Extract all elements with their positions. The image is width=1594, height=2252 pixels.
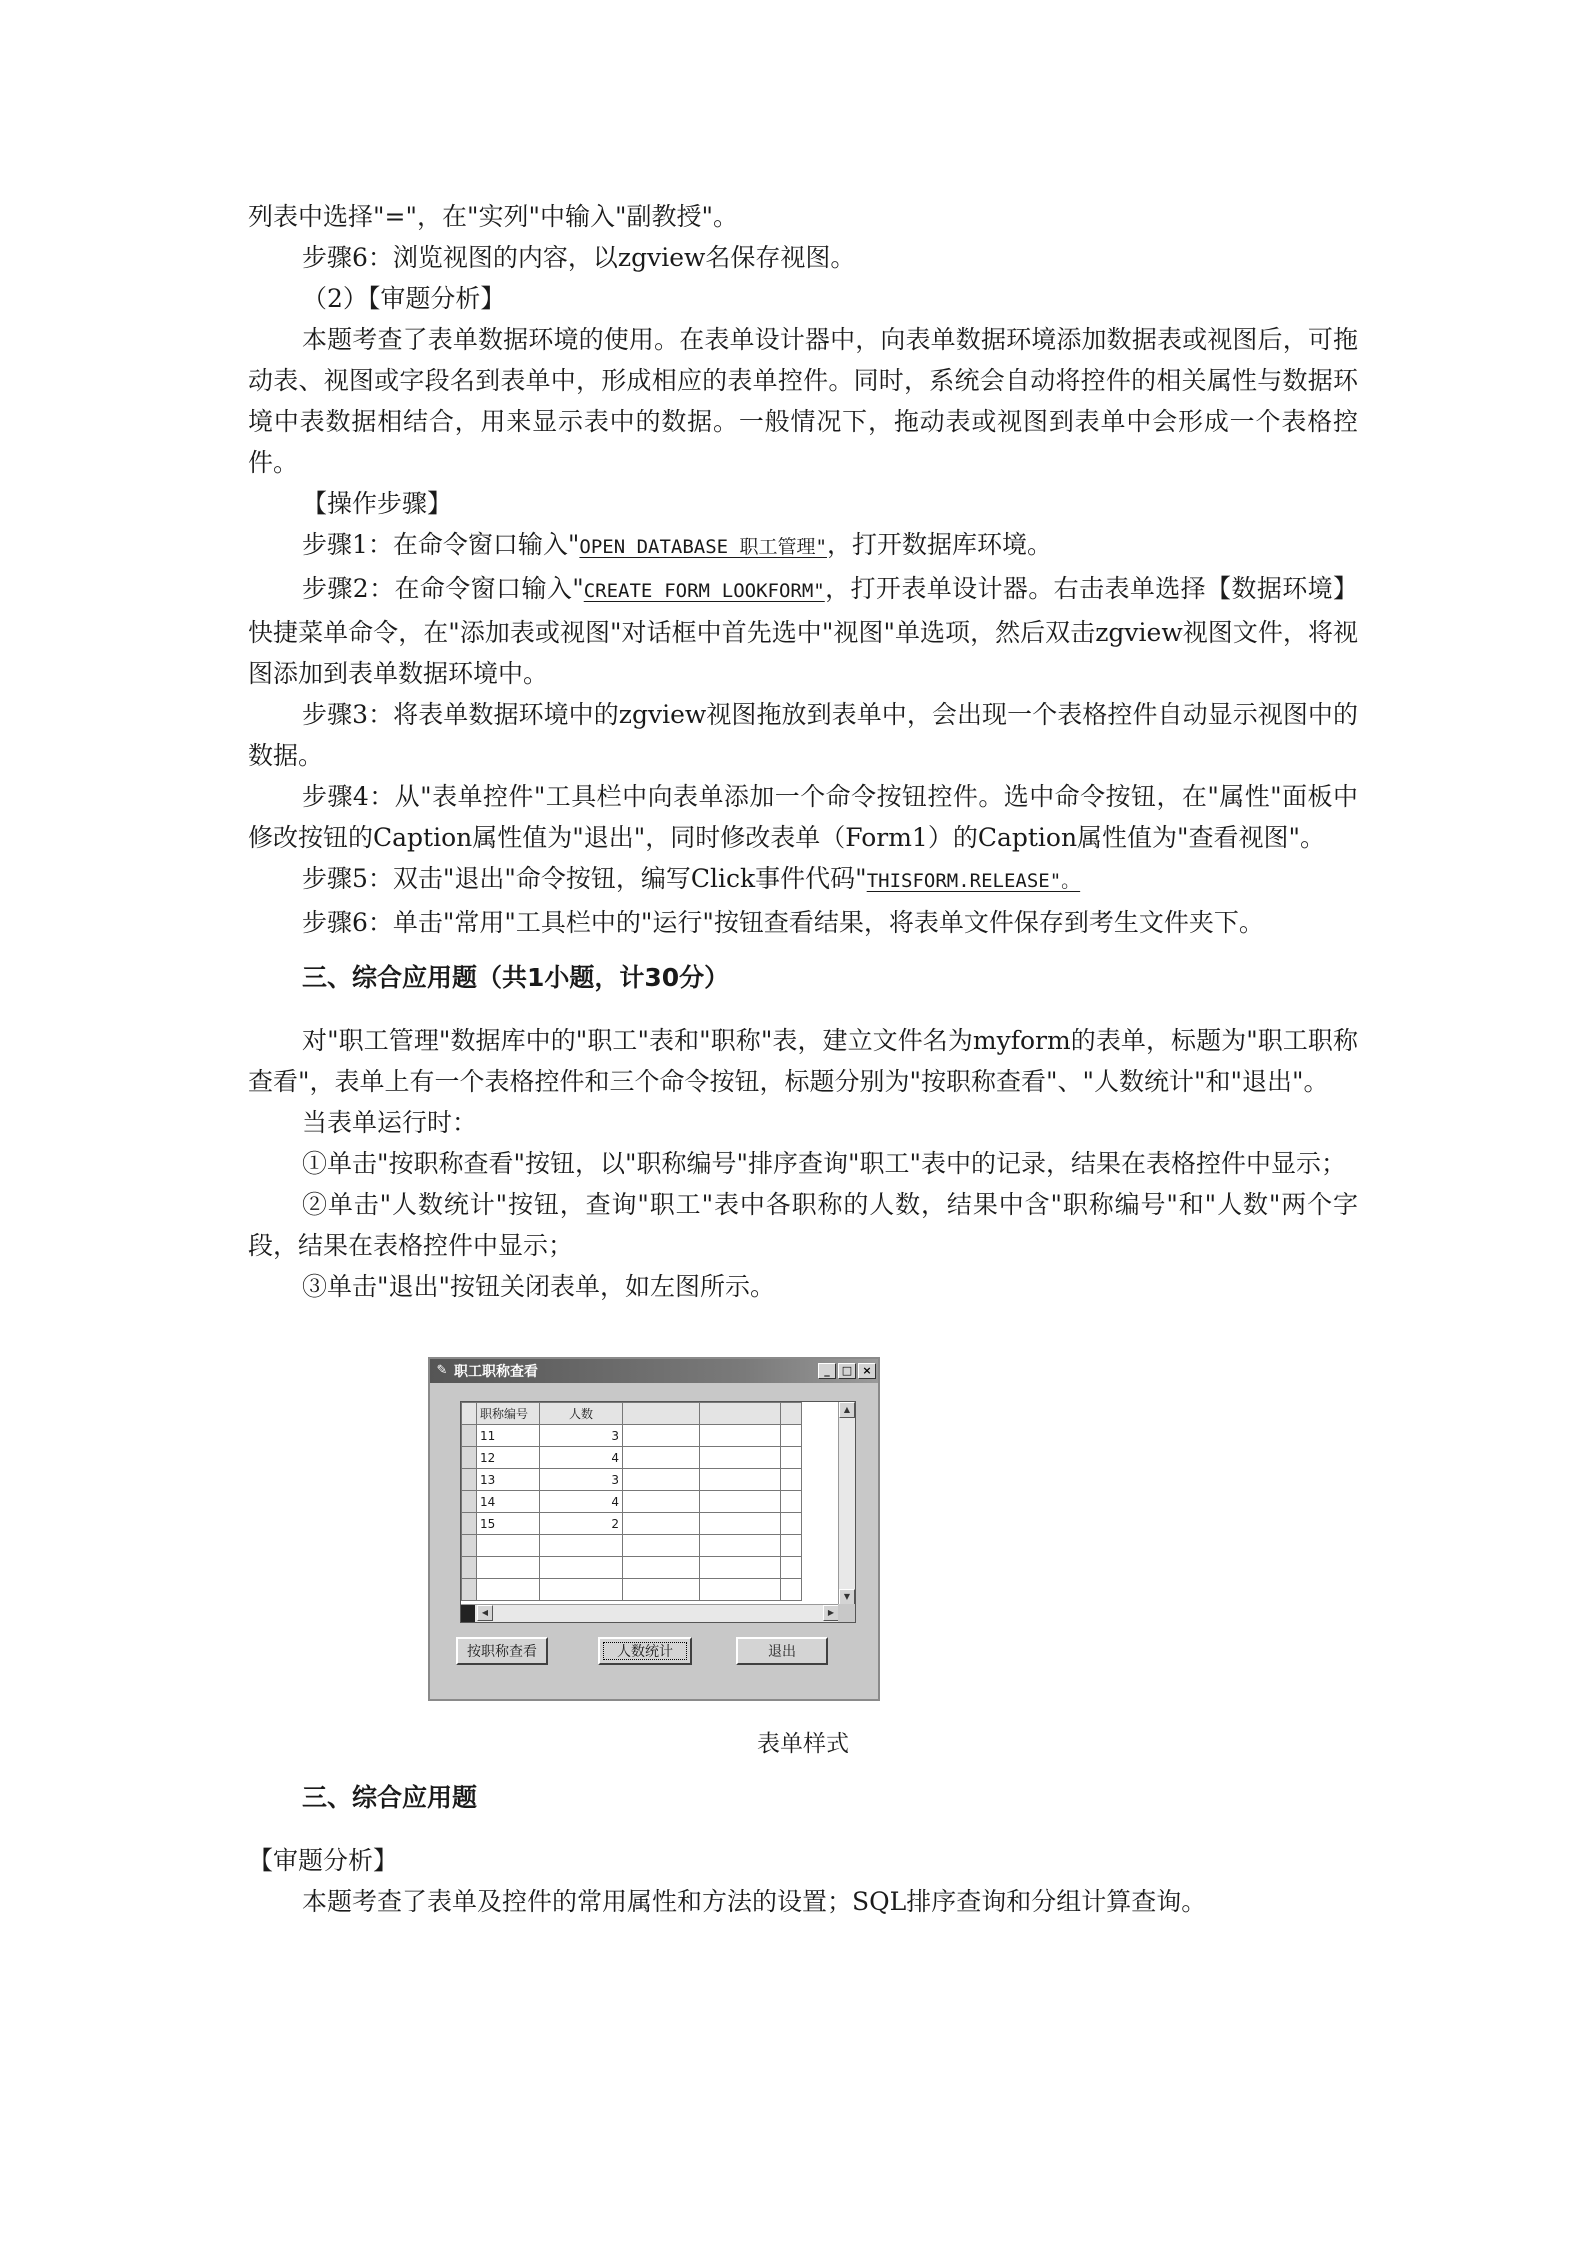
step-4: 步骤4：从"表单控件"工具栏中向表单添加一个命令按钮控件。选中命令按钮，在"属性"面板中修改按钮的Caption属性值为"退出"，同时修改表单（Form1）的Caption属性值为"查看视图"。 <box>248 782 1358 852</box>
table-row[interactable] <box>462 1513 802 1535</box>
grid-cell[interactable] <box>781 1425 802 1447</box>
grid-cell[interactable] <box>781 1447 802 1469</box>
minimize-button[interactable]: _ <box>818 1363 836 1379</box>
table-row[interactable] <box>462 1425 802 1447</box>
code-text: CREATE FORM LOOKFORM" <box>583 580 825 602</box>
grid-cell[interactable] <box>700 1579 781 1601</box>
grid-cell[interactable] <box>623 1579 700 1601</box>
grid-cell[interactable]: 2 <box>540 1513 623 1535</box>
figure-caption: 表单样式 <box>757 1731 849 1757</box>
grid-header-row <box>462 1403 802 1425</box>
grid-cell[interactable] <box>623 1535 700 1557</box>
grid-cell[interactable]: 15 <box>477 1513 540 1535</box>
paragraph: 本题考查了表单及控件的常用属性和方法的设置；SQL排序查询和分组计算查询。 <box>302 1887 1207 1916</box>
form-window <box>428 1357 880 1701</box>
table-row[interactable] <box>462 1579 802 1601</box>
code-text: THISFORM.RELEASE"。 <box>866 870 1081 892</box>
grid-cell[interactable]: 13 <box>477 1469 540 1491</box>
grid-cell[interactable] <box>781 1557 802 1579</box>
document-page <box>248 196 1358 1922</box>
grid-cell[interactable] <box>623 1491 700 1513</box>
grid-cell[interactable] <box>781 1513 802 1535</box>
grid-cell[interactable] <box>477 1557 540 1579</box>
paragraph: 对"职工管理"数据库中的"职工"表和"职称"表，建立文件名为myform的表单，标题为"职工职称查看"，表单上有一个表格控件和三个命令按钮，标题分别为"按职称查看"、"人数统计"和"退出"。 <box>248 1026 1358 1096</box>
grid-cell[interactable] <box>540 1557 623 1579</box>
row-selector[interactable] <box>462 1447 477 1469</box>
section-label: 【审题分析】 <box>248 1846 399 1875</box>
grid-cell[interactable] <box>700 1447 781 1469</box>
grid-cell[interactable]: 12 <box>477 1447 540 1469</box>
grid-cell[interactable]: 3 <box>540 1425 623 1447</box>
paragraph: 本题考查了表单数据环境的使用。在表单设计器中，向表单数据环境添加数据表或视图后，可拖动表、视图或字段名到表单中，形成相应的表单控件。同时，系统会自动将控件的相关属性与数据环境中表数据相结合，用来显示表中的数据。一般情况下，拖动表或视图到表单中会形成一个表格控件。 <box>248 325 1358 477</box>
row-selector[interactable] <box>462 1579 477 1601</box>
row-selector[interactable] <box>462 1513 477 1535</box>
row-selector[interactable] <box>462 1535 477 1557</box>
grid-cell[interactable] <box>623 1557 700 1579</box>
scroll-down-icon[interactable]: ▼ <box>839 1589 855 1605</box>
section-label: 【操作步骤】 <box>302 489 453 518</box>
window-title: 职工职称查看 <box>454 1364 538 1380</box>
grid-cell[interactable] <box>781 1579 802 1601</box>
grid-cell[interactable] <box>700 1425 781 1447</box>
list-item: ②单击"人数统计"按钮，查询"职工"表中各职称的人数，结果中含"职称编号"和"人数"两个字段，结果在表格控件中显示； <box>248 1190 1358 1260</box>
grid-cell[interactable]: 3 <box>540 1469 623 1491</box>
grid-cell[interactable] <box>477 1579 540 1601</box>
step-text: ，打开表单设计器。右击表单选择【数据环境】快捷菜单命令，在"添加表或视图"对话框中首先选中"视图"单选项，然后双击zgview视图文件，将视图添加到表单数据环境中。 <box>248 574 1359 688</box>
grid-cell[interactable] <box>700 1513 781 1535</box>
table-row[interactable] <box>462 1491 802 1513</box>
grid-cell[interactable] <box>540 1579 623 1601</box>
grid-cell[interactable] <box>700 1557 781 1579</box>
column-header[interactable] <box>700 1403 781 1425</box>
table-row[interactable] <box>462 1447 802 1469</box>
text-line: 当表单运行时： <box>302 1108 478 1137</box>
text-line: 列表中选择"="，在"实列"中输入"副教授"。 <box>248 202 738 231</box>
step-5 <box>248 858 1358 902</box>
row-selector[interactable] <box>462 1403 477 1425</box>
code-text: OPEN DATABASE 职工管理" <box>579 536 827 558</box>
column-header[interactable] <box>623 1403 700 1425</box>
column-header[interactable]: 人数 <box>540 1403 623 1425</box>
step-3: 步骤3：将表单数据环境中的zgview视图拖放到表单中，会出现一个表格控件自动显示视图中的数据。 <box>248 700 1358 770</box>
table-row[interactable] <box>462 1469 802 1491</box>
grid-cell[interactable] <box>700 1491 781 1513</box>
grid-cell[interactable] <box>623 1469 700 1491</box>
grid-cell[interactable] <box>781 1535 802 1557</box>
step-6: 步骤6：单击"常用"工具栏中的"运行"按钮查看结果，将表单文件保存到考生文件夹下。 <box>302 908 1264 937</box>
section-heading: 三、综合应用题（共1小题，计30分） <box>302 963 730 992</box>
grid-cell[interactable]: 4 <box>540 1491 623 1513</box>
step-text: ，打开数据库环境。 <box>827 530 1053 559</box>
grid-table <box>461 1402 802 1601</box>
row-selector[interactable] <box>462 1469 477 1491</box>
grid-cell[interactable] <box>700 1535 781 1557</box>
section-label: （2）【审题分析】 <box>302 284 506 313</box>
app-icon: ✎ <box>436 1363 448 1378</box>
scroll-up-icon[interactable]: ▲ <box>839 1402 855 1418</box>
grid-cell[interactable] <box>781 1491 802 1513</box>
column-header[interactable] <box>781 1403 802 1425</box>
grid-cell[interactable] <box>477 1535 540 1557</box>
table-row[interactable] <box>462 1557 802 1579</box>
grid-cell[interactable] <box>540 1535 623 1557</box>
grid-cell[interactable] <box>623 1447 700 1469</box>
window-titlebar <box>430 1359 878 1383</box>
horizontal-scrollbar[interactable] <box>461 1604 839 1622</box>
step-1 <box>248 524 1358 568</box>
close-button[interactable]: × <box>858 1363 876 1379</box>
grid-cell[interactable]: 14 <box>477 1491 540 1513</box>
list-item: ①单击"按职称查看"按钮，以"职称编号"排序查询"职工"表中的记录，结果在表格控件中显示； <box>302 1149 1346 1178</box>
scroll-left-icon[interactable]: ◀ <box>477 1605 493 1621</box>
record-marker <box>461 1605 475 1622</box>
step-2 <box>248 568 1358 694</box>
vertical-scrollbar[interactable] <box>838 1402 855 1605</box>
step-text: 步骤2：在命令窗口输入" <box>302 574 584 603</box>
grid-cell[interactable] <box>781 1469 802 1491</box>
step-text: 步骤5：双击"退出"命令按钮，编写Click事件代码" <box>302 864 867 893</box>
grid-cell[interactable]: 11 <box>477 1425 540 1447</box>
count-stats-button[interactable]: 人数统计 <box>598 1637 692 1665</box>
row-selector[interactable] <box>462 1491 477 1513</box>
list-item: ③单击"退出"按钮关闭表单，如左图所示。 <box>302 1272 775 1301</box>
section-heading: 三、综合应用题 <box>302 1783 478 1812</box>
grid-cell[interactable]: 4 <box>540 1447 623 1469</box>
text-line: 步骤6：浏览视图的内容，以zgview名保存视图。 <box>302 243 856 272</box>
grid-cell[interactable] <box>700 1469 781 1491</box>
scrollbar-corner <box>838 1604 855 1622</box>
table-row[interactable] <box>462 1535 802 1557</box>
grid-cell[interactable] <box>623 1513 700 1535</box>
grid-cell[interactable] <box>623 1425 700 1447</box>
row-selector[interactable] <box>462 1557 477 1579</box>
view-by-title-button[interactable]: 按职称查看 <box>456 1637 548 1665</box>
figure <box>248 1307 1358 1777</box>
column-header[interactable]: 职称编号 <box>477 1403 540 1425</box>
row-selector[interactable] <box>462 1425 477 1447</box>
scroll-right-icon[interactable]: ▶ <box>823 1605 839 1621</box>
grid-control[interactable] <box>460 1401 856 1623</box>
maximize-button[interactable]: □ <box>838 1363 856 1379</box>
step-text: 步骤1：在命令窗口输入" <box>302 530 580 559</box>
exit-button[interactable]: 退出 <box>736 1637 828 1665</box>
